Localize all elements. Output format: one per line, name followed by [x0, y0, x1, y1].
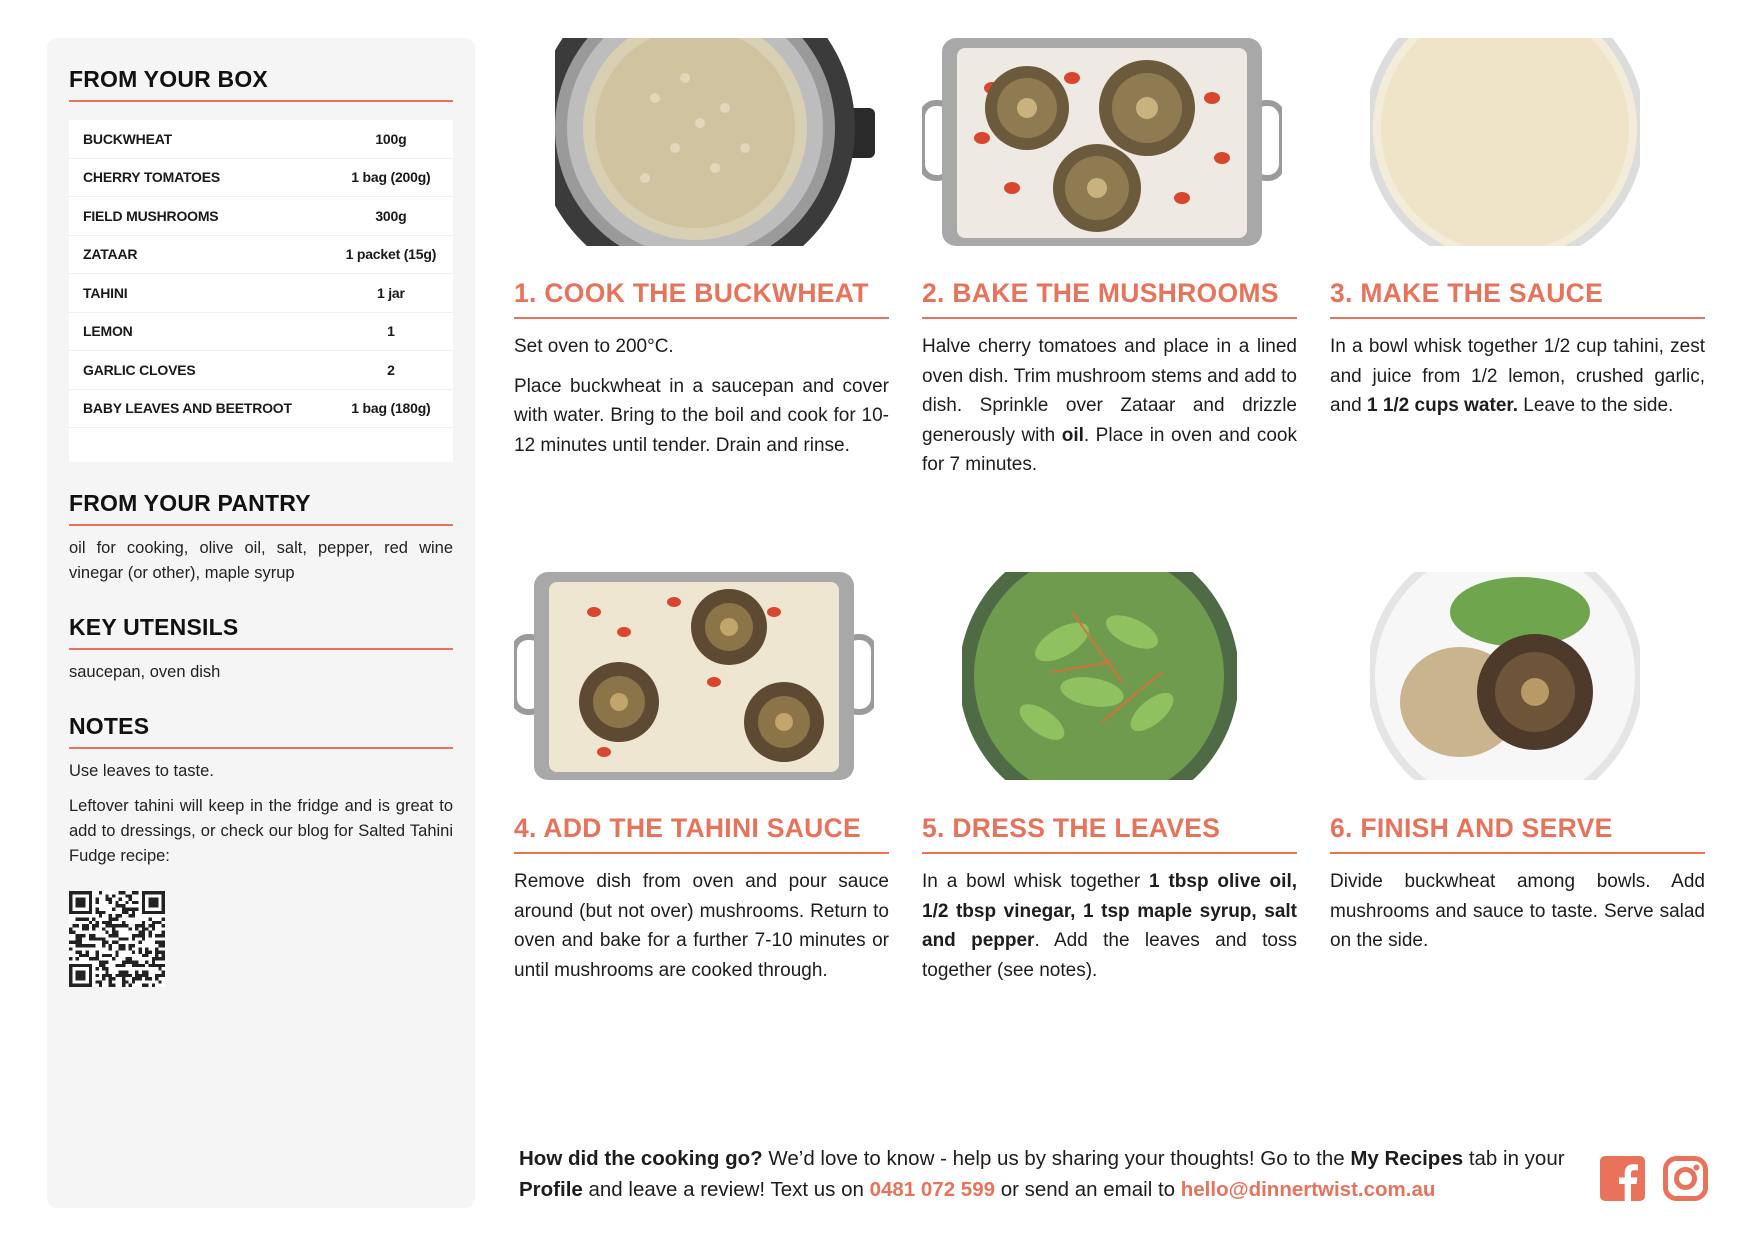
feedback-footer: [519, 1143, 1579, 1205]
step-3-text-b: 1 1/2 cups water.: [1366, 395, 1519, 416]
pantry-text: oil for cooking, olive oil, salt, pepper, red wine vinegar (or other), maple syrup: [69, 539, 453, 582]
box-item-qty: 1 packet (15g): [329, 235, 453, 274]
step-6-para-1: Divide buckwheat among bowls. Add mushrooms and sauce to taste. Serve salad on the side.: [1330, 871, 1705, 951]
box-item-qty: 100g: [329, 120, 453, 158]
box-item-row: [69, 120, 453, 158]
box-item-row: [69, 312, 453, 351]
step-3-text-c: Leave to the side.: [1518, 395, 1674, 416]
box-item-row: [69, 274, 453, 313]
notes-section: [69, 713, 453, 869]
photo-add-tahini: [514, 572, 874, 780]
box-item-name: LEMON: [69, 312, 329, 351]
utensils-text: saucepan, oven dish: [69, 663, 221, 681]
facebook-icon[interactable]: [1600, 1156, 1645, 1201]
step-5-text-b: 1 tbsp olive oil, 1/2 tbsp vinegar, 1 tsp maple syrup, salt and pepper: [922, 871, 1297, 951]
footer-question: How did the cooking go?: [519, 1147, 763, 1170]
photo-tahini-sauce: [1370, 38, 1640, 246]
photo-bake-mushrooms: [922, 38, 1282, 246]
box-item-name: BABY LEAVES AND BEETROOT: [69, 389, 329, 428]
footer-profile: Profile: [519, 1178, 583, 1201]
notes-heading: NOTES: [69, 713, 453, 749]
photo-buckwheat: [555, 38, 875, 246]
step-4-text: [514, 867, 889, 995]
box-item-name: CHERRY TOMATOES: [69, 158, 329, 197]
spacer-cell: [329, 428, 453, 463]
utensils-section: [69, 614, 453, 685]
step-4-title: 4. ADD THE TAHINI SAUCE: [514, 813, 889, 854]
footer-text-1: We’d love to know - help us by sharing your thoughts! Go to the: [762, 1147, 1351, 1170]
step-5-text: [922, 867, 1297, 995]
box-item-row: [69, 351, 453, 390]
step-3-text: [1330, 332, 1705, 431]
photo-dress-leaves: [962, 572, 1237, 780]
qr-code[interactable]: [69, 891, 165, 987]
box-item-qty: 1 bag (200g): [329, 158, 453, 197]
box-item-row: [69, 235, 453, 274]
box-ingredients-table: [69, 120, 453, 462]
step-4-para-1: Remove dish from oven and pour sauce around (but not over) mushrooms. Return to oven and bake for a further 7-10 minutes or until mushrooms are cooked through.: [514, 871, 889, 981]
footer-text-2: tab in your: [1463, 1147, 1565, 1170]
utensils-heading: KEY UTENSILS: [69, 614, 453, 650]
pantry-section: [69, 490, 453, 586]
box-item-qty: 1: [329, 312, 453, 351]
box-heading: FROM YOUR BOX: [69, 66, 453, 102]
step-3-title: 3. MAKE THE SAUCE: [1330, 278, 1705, 319]
photo-finish-serve: [1370, 572, 1640, 780]
box-item-name: BUCKWHEAT: [69, 120, 329, 158]
box-item-qty: 1 bag (180g): [329, 389, 453, 428]
pantry-heading: FROM YOUR PANTRY: [69, 490, 453, 526]
box-item-qty: 1 jar: [329, 274, 453, 313]
step-1-text: [514, 332, 889, 470]
step-2-text-c: . Place in oven and cook for 7 minutes.: [922, 424, 1298, 475]
box-item-qty: 2: [329, 351, 453, 390]
box-item-name: FIELD MUSHROOMS: [69, 197, 329, 236]
step-5-text-c: . Add the leaves and toss together (see notes).: [922, 930, 1297, 981]
box-item-row: [69, 389, 453, 428]
notes-text-2: Leftover tahini will keep in the fridge and is great to add to dressings, or check our blog for Salted Tahini Fudge recipe:: [69, 797, 453, 865]
step-1-para-1: Set oven to 200°C.: [514, 336, 674, 357]
footer-text-3: and leave a review! Text us on: [582, 1178, 870, 1201]
footer-phone-link[interactable]: 0481 072 599: [869, 1178, 995, 1201]
footer-my-recipes: My Recipes: [1350, 1147, 1464, 1170]
footer-email-link[interactable]: hello@dinnertwist.com.au: [1180, 1178, 1436, 1201]
box-item-row: [69, 158, 453, 197]
step-2-title: 2. BAKE THE MUSHROOMS: [922, 278, 1297, 319]
step-2-text-b: oil: [1061, 424, 1084, 446]
step-3-text-a: In a bowl whisk together 1/2 cup tahini, zest and juice from 1/2 lemon, crushed garlic, and: [1330, 336, 1705, 416]
spacer-cell: [69, 428, 329, 463]
footer-text-4: or send an email to: [995, 1178, 1181, 1201]
notes-text-1: Use leaves to taste.: [69, 762, 214, 780]
step-1-title: 1. COOK THE BUCKWHEAT: [514, 278, 889, 319]
box-item-qty: 300g: [329, 197, 453, 236]
step-1-para-2: Place buckwheat in a saucepan and cover with water. Bring to the boil and cook for 10-12 minutes until tender. Drain and rinse.: [514, 375, 889, 456]
box-item-name: GARLIC CLOVES: [69, 351, 329, 390]
step-2-text-a: Halve cherry tomatoes and place in a lined oven dish. Trim mushroom stems and add to dish. Sprinkle over Zataar and drizzle generously with: [922, 336, 1297, 446]
instagram-icon[interactable]: [1663, 1156, 1708, 1201]
step-5-text-a: In a bowl whisk together: [922, 871, 1150, 892]
step-5-title: 5. DRESS THE LEAVES: [922, 813, 1297, 854]
step-6-title: 6. FINISH AND SERVE: [1330, 813, 1705, 854]
step-6-text: [1330, 867, 1705, 966]
ingredients-sidebar: [47, 38, 475, 1208]
box-item-name: TAHINI: [69, 274, 329, 313]
step-2-text: [922, 332, 1297, 490]
box-item-row: [69, 197, 453, 236]
box-table-spacer: [69, 428, 453, 463]
box-item-name: ZATAAR: [69, 235, 329, 274]
